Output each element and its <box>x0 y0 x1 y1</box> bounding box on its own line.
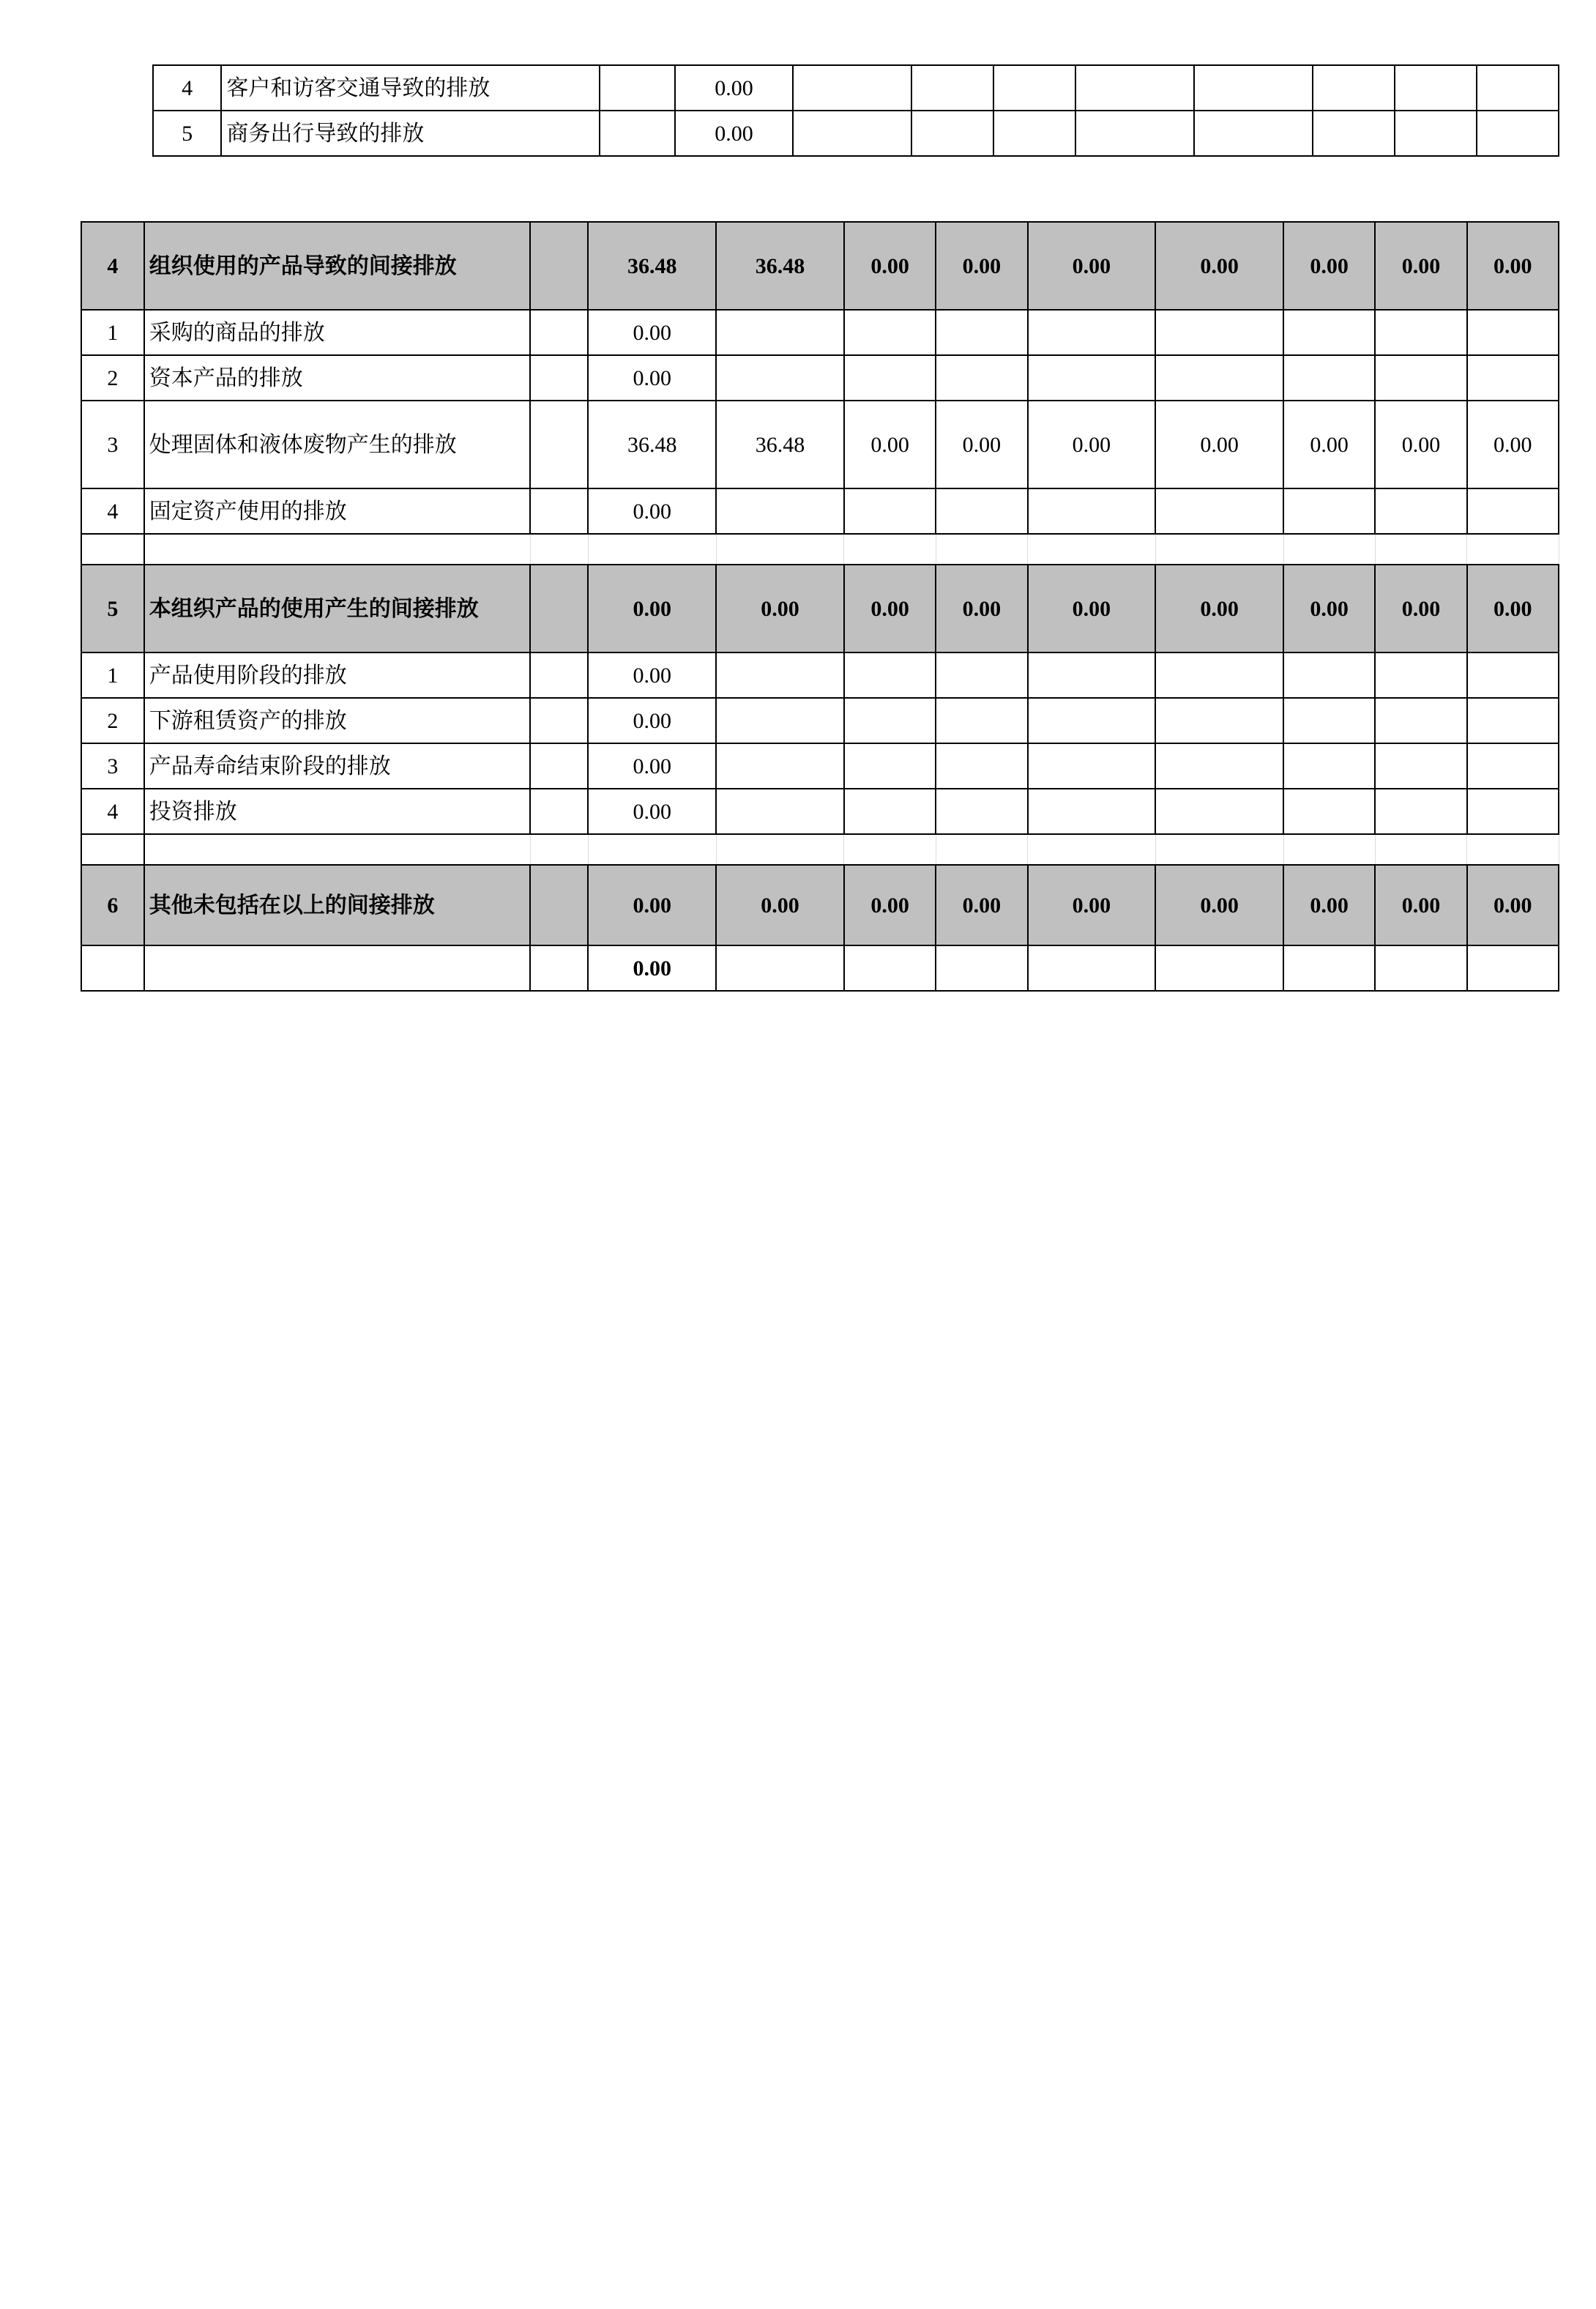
row-value-5 <box>1028 945 1156 991</box>
separator-cell <box>1283 834 1375 865</box>
row-value-1: 0.00 <box>675 111 794 156</box>
row-label: 产品寿命结束阶段的排放 <box>144 743 531 789</box>
section-value-4: 0.00 <box>936 865 1027 945</box>
row-value-2 <box>716 355 844 401</box>
row-value-0 <box>600 65 675 111</box>
row-value-6 <box>1194 111 1313 156</box>
row-value-1: 0.00 <box>588 743 716 789</box>
row-value-7 <box>1283 488 1375 534</box>
row-value-7 <box>1313 65 1395 111</box>
row-value-6 <box>1155 743 1283 789</box>
row-number: 2 <box>81 355 144 401</box>
table-row <box>81 743 1559 789</box>
row-value-6 <box>1155 652 1283 698</box>
section-label: 其他未包括在以上的间接排放 <box>144 865 531 945</box>
row-value-4 <box>936 652 1027 698</box>
separator-cell <box>1467 534 1559 565</box>
separator-cell <box>936 534 1027 565</box>
section-value-3: 0.00 <box>844 565 936 652</box>
row-number: 3 <box>81 743 144 789</box>
row-value-6 <box>1194 65 1313 111</box>
separator-cell <box>716 834 844 865</box>
section-value-7: 0.00 <box>1283 222 1375 310</box>
section-value-6: 0.00 <box>1155 565 1283 652</box>
row-value-4 <box>936 743 1027 789</box>
row-value-4 <box>993 111 1075 156</box>
section-value-1: 0.00 <box>588 865 716 945</box>
section-value-7: 0.00 <box>1283 565 1375 652</box>
section-value-7: 0.00 <box>1283 865 1375 945</box>
separator-cell <box>716 534 844 565</box>
row-value-4 <box>936 945 1027 991</box>
row-value-9 <box>1467 310 1559 355</box>
row-value-8 <box>1375 743 1466 789</box>
row-label: 商务出行导致的排放 <box>221 111 600 156</box>
table-row <box>81 698 1559 743</box>
row-value-2 <box>793 111 911 156</box>
row-value-9 <box>1477 65 1559 111</box>
section-value-8: 0.00 <box>1375 865 1466 945</box>
section-value-4: 0.00 <box>936 565 1027 652</box>
row-value-5 <box>1028 488 1156 534</box>
row-value-1: 0.00 <box>675 65 794 111</box>
row-value-2 <box>716 945 844 991</box>
separator-cell <box>844 534 936 565</box>
section-value-2: 0.00 <box>716 865 844 945</box>
row-value-1: 0.00 <box>588 945 716 991</box>
row-value-2 <box>716 488 844 534</box>
section-value-0 <box>530 565 588 652</box>
section-label: 本组织产品的使用产生的间接排放 <box>144 565 531 652</box>
separator-row <box>81 534 1559 565</box>
table-top-body <box>153 65 1559 156</box>
row-value-8 <box>1395 65 1477 111</box>
row-value-8 <box>1375 789 1466 834</box>
table-row <box>81 355 1559 401</box>
row-value-5 <box>1028 310 1156 355</box>
row-value-6 <box>1155 310 1283 355</box>
row-value-3 <box>844 698 936 743</box>
row-value-9 <box>1467 488 1559 534</box>
row-value-9 <box>1467 355 1559 401</box>
section-value-0 <box>530 222 588 310</box>
separator-cell <box>1155 834 1283 865</box>
row-value-3 <box>844 355 936 401</box>
row-value-7: 0.00 <box>1283 401 1375 488</box>
section-value-2: 0.00 <box>716 565 844 652</box>
table-row <box>153 65 1559 111</box>
row-value-5 <box>1028 652 1156 698</box>
row-value-1: 0.00 <box>588 789 716 834</box>
row-value-6 <box>1155 698 1283 743</box>
table-row <box>81 652 1559 698</box>
row-value-8 <box>1375 945 1466 991</box>
emissions-table-main <box>81 221 1559 992</box>
row-label <box>144 945 531 991</box>
row-value-9 <box>1477 111 1559 156</box>
row-value-2 <box>716 652 844 698</box>
row-value-4 <box>936 310 1027 355</box>
row-value-2: 36.48 <box>716 401 844 488</box>
section-value-3: 0.00 <box>844 222 936 310</box>
row-value-6: 0.00 <box>1155 401 1283 488</box>
separator-cell <box>1028 534 1156 565</box>
row-value-8 <box>1395 111 1477 156</box>
row-value-3 <box>844 789 936 834</box>
section-value-2: 36.48 <box>716 222 844 310</box>
row-value-9 <box>1467 652 1559 698</box>
separator-cell <box>588 534 716 565</box>
row-value-3 <box>844 945 936 991</box>
row-value-5 <box>1028 789 1156 834</box>
section-value-8: 0.00 <box>1375 565 1466 652</box>
section-label: 组织使用的产品导致的间接排放 <box>144 222 531 310</box>
row-value-9: 0.00 <box>1467 401 1559 488</box>
section-value-9: 0.00 <box>1467 565 1559 652</box>
row-value-9 <box>1467 698 1559 743</box>
section-value-4: 0.00 <box>936 222 1027 310</box>
row-number <box>81 945 144 991</box>
row-value-6 <box>1155 789 1283 834</box>
section-number: 6 <box>81 865 144 945</box>
row-value-7 <box>1283 743 1375 789</box>
section-value-6: 0.00 <box>1155 865 1283 945</box>
separator-cell <box>81 834 144 865</box>
separator-cell <box>588 834 716 865</box>
separator-cell <box>81 534 144 565</box>
row-label: 固定资产使用的排放 <box>144 488 531 534</box>
section-value-1: 36.48 <box>588 222 716 310</box>
row-value-3 <box>844 652 936 698</box>
row-value-7 <box>1283 310 1375 355</box>
section-number: 5 <box>81 565 144 652</box>
separator-cell <box>1467 834 1559 865</box>
row-value-0 <box>530 488 588 534</box>
row-value-0 <box>530 743 588 789</box>
table-main-body <box>81 222 1559 991</box>
row-value-7 <box>1283 789 1375 834</box>
row-number: 4 <box>81 789 144 834</box>
row-value-7 <box>1313 111 1395 156</box>
separator-cell <box>144 834 531 865</box>
row-value-3 <box>844 488 936 534</box>
section-header-row <box>81 222 1559 310</box>
row-number: 1 <box>81 310 144 355</box>
row-label: 投资排放 <box>144 789 531 834</box>
row-value-1: 0.00 <box>588 310 716 355</box>
table-row <box>81 401 1559 488</box>
row-value-6 <box>1155 355 1283 401</box>
section-header-row <box>81 865 1559 945</box>
row-value-5 <box>1028 698 1156 743</box>
row-value-8 <box>1375 488 1466 534</box>
emissions-table-top-fragment <box>152 64 1559 157</box>
row-value-6 <box>1155 945 1283 991</box>
row-value-9 <box>1467 743 1559 789</box>
row-value-0 <box>530 310 588 355</box>
row-value-3 <box>911 65 993 111</box>
table-row <box>81 789 1559 834</box>
row-value-4 <box>936 698 1027 743</box>
row-label: 处理固体和液体废物产生的排放 <box>144 401 531 488</box>
row-value-0 <box>530 698 588 743</box>
row-value-2 <box>716 310 844 355</box>
section-value-8: 0.00 <box>1375 222 1466 310</box>
row-value-8 <box>1375 310 1466 355</box>
row-number: 3 <box>81 401 144 488</box>
row-label: 资本产品的排放 <box>144 355 531 401</box>
row-value-2 <box>716 743 844 789</box>
row-number: 2 <box>81 698 144 743</box>
section-header-row <box>81 565 1559 652</box>
row-value-3 <box>911 111 993 156</box>
separator-cell <box>1155 534 1283 565</box>
row-value-4 <box>936 488 1027 534</box>
row-value-9 <box>1467 789 1559 834</box>
row-value-1: 36.48 <box>588 401 716 488</box>
row-value-0 <box>530 355 588 401</box>
row-value-0 <box>530 401 588 488</box>
section-value-1: 0.00 <box>588 565 716 652</box>
separator-cell <box>1375 834 1466 865</box>
table-row <box>153 111 1559 156</box>
row-value-8: 0.00 <box>1375 401 1466 488</box>
row-value-4 <box>993 65 1075 111</box>
separator-row <box>81 834 1559 865</box>
section-value-5: 0.00 <box>1028 222 1156 310</box>
separator-cell <box>530 834 588 865</box>
row-value-1: 0.00 <box>588 652 716 698</box>
row-number: 4 <box>81 488 144 534</box>
row-label: 下游租赁资产的排放 <box>144 698 531 743</box>
section-value-3: 0.00 <box>844 865 936 945</box>
row-value-6 <box>1155 488 1283 534</box>
row-value-8 <box>1375 355 1466 401</box>
row-value-3: 0.00 <box>844 401 936 488</box>
row-value-0 <box>530 945 588 991</box>
row-value-4: 0.00 <box>936 401 1027 488</box>
row-value-7 <box>1283 652 1375 698</box>
table-row <box>81 488 1559 534</box>
row-value-7 <box>1283 945 1375 991</box>
row-label: 产品使用阶段的排放 <box>144 652 531 698</box>
row-value-7 <box>1283 698 1375 743</box>
row-number: 4 <box>153 65 221 111</box>
row-value-5 <box>1075 65 1194 111</box>
separator-cell <box>844 834 936 865</box>
section-value-9: 0.00 <box>1467 222 1559 310</box>
row-value-8 <box>1375 698 1466 743</box>
section-value-5: 0.00 <box>1028 865 1156 945</box>
row-number: 1 <box>81 652 144 698</box>
row-value-5 <box>1028 355 1156 401</box>
row-number: 5 <box>153 111 221 156</box>
table-row <box>81 310 1559 355</box>
row-value-1: 0.00 <box>588 355 716 401</box>
row-value-9 <box>1467 945 1559 991</box>
row-value-3 <box>844 743 936 789</box>
row-value-8 <box>1375 652 1466 698</box>
separator-cell <box>936 834 1027 865</box>
separator-cell <box>144 534 531 565</box>
row-value-2 <box>716 698 844 743</box>
separator-cell <box>1375 534 1466 565</box>
row-value-5 <box>1028 743 1156 789</box>
section-value-9: 0.00 <box>1467 865 1559 945</box>
section-value-0 <box>530 865 588 945</box>
row-value-0 <box>600 111 675 156</box>
separator-cell <box>530 534 588 565</box>
row-value-1: 0.00 <box>588 698 716 743</box>
separator-cell <box>1028 834 1156 865</box>
row-value-0 <box>530 789 588 834</box>
row-value-2 <box>716 789 844 834</box>
row-label: 采购的商品的排放 <box>144 310 531 355</box>
row-value-5 <box>1075 111 1194 156</box>
row-value-2 <box>793 65 911 111</box>
row-value-3 <box>844 310 936 355</box>
row-value-4 <box>936 789 1027 834</box>
row-value-5: 0.00 <box>1028 401 1156 488</box>
row-label: 客户和访客交通导致的排放 <box>221 65 600 111</box>
section-value-6: 0.00 <box>1155 222 1283 310</box>
section-value-5: 0.00 <box>1028 565 1156 652</box>
row-value-7 <box>1283 355 1375 401</box>
section-number: 4 <box>81 222 144 310</box>
table-row-total <box>81 945 1559 991</box>
separator-cell <box>1283 534 1375 565</box>
row-value-1: 0.00 <box>588 488 716 534</box>
row-value-4 <box>936 355 1027 401</box>
row-value-0 <box>530 652 588 698</box>
